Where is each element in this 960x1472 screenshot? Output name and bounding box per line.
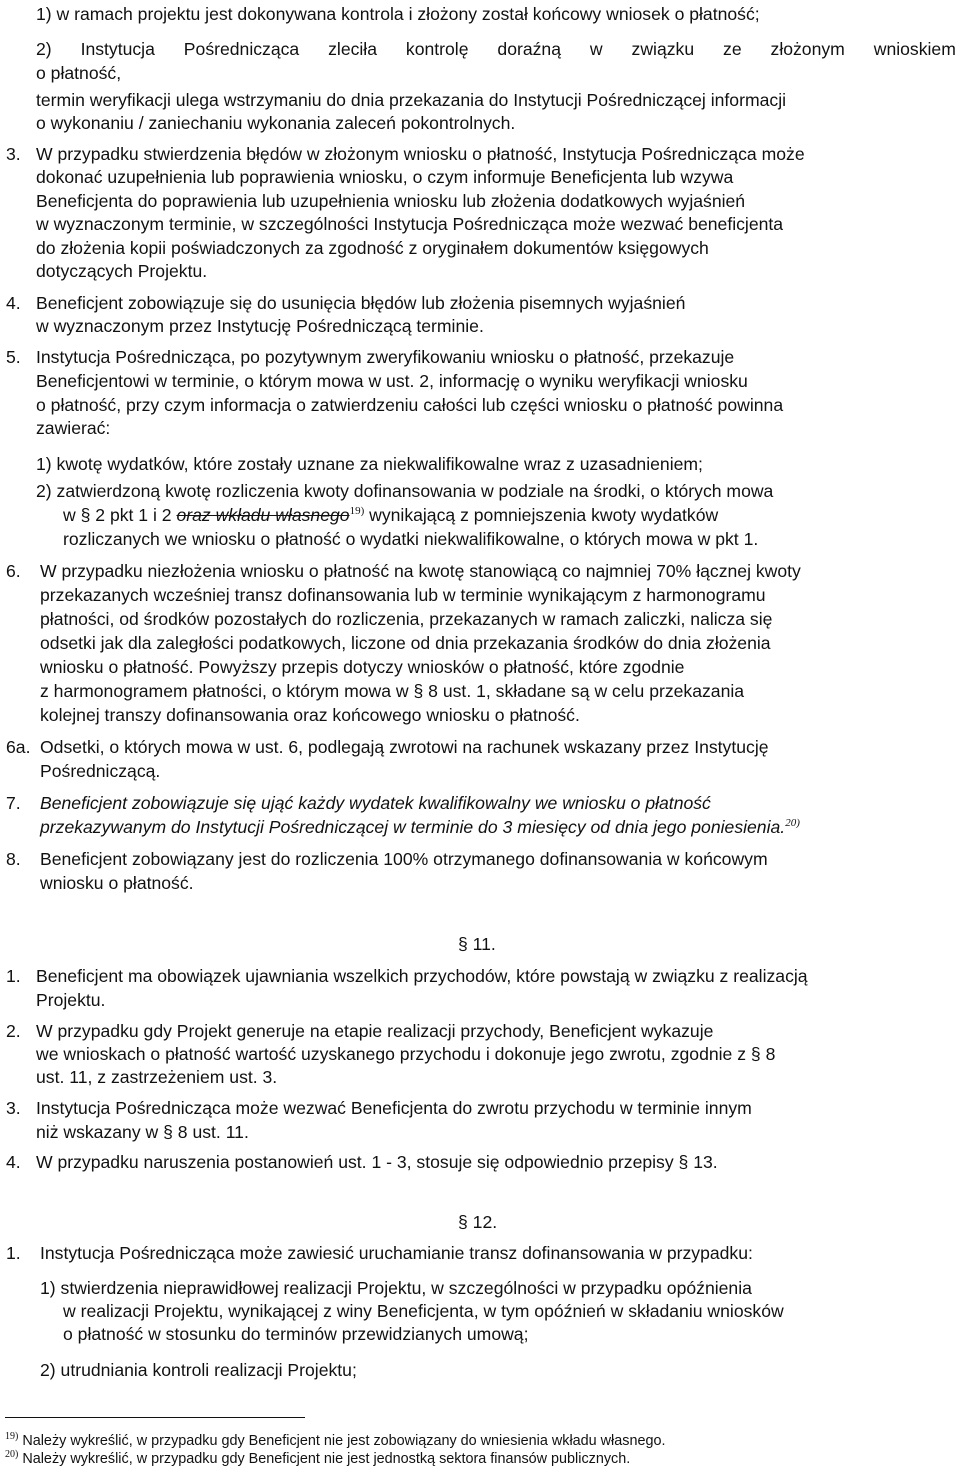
- para-5-sub-2-ref: w § 2 pkt 1 i 2: [63, 505, 172, 525]
- para-6-line: wniosku o płatność. Powyższy przepis dotyczy wniosków o płatność, które zgodnie: [40, 657, 685, 677]
- word: 2): [36, 39, 52, 59]
- para-6-last-line: kolejnej transzy dofinansowania oraz końcowego wniosku o płatność.: [40, 705, 580, 725]
- word: zleciła: [328, 39, 377, 59]
- para-7-line: Beneficjent zobowiązuje się ująć każdy wydatek kwalifikowalny we wniosku o płatność: [40, 793, 711, 813]
- para-7-text: przekazywanym do Instytucji Pośredniczącej w terminie do 3 miesięcy od dnia jego poniesienia.: [40, 817, 786, 837]
- para-5-line: Instytucja Pośrednicząca, po pozytywnym zweryfikowaniu wniosku o płatność, przekazuje: [36, 347, 735, 367]
- para-4-line: w wyznaczonym przez Instytucję Pośredniczącą terminie.: [36, 316, 484, 336]
- para-6-line: odsetki jak dla zaległości podatkowych, liczone od dnia przekazania środków do dnia złożenia: [40, 633, 771, 653]
- para-6a-line: Odsetki, o których mowa w ust. 6, podlegają zwrotowi na rachunek wskazany przez Instytucję: [40, 737, 769, 757]
- para-3-line: w wyznaczonym terminie, w szczególności Instytucja Pośrednicząca może wezwać beneficjenta: [36, 214, 784, 234]
- s12-sub-2: 2) utrudniania kontroli realizacji Projektu;: [40, 1360, 357, 1380]
- word: w: [589, 39, 603, 59]
- section-12-heading: § 12.: [458, 1212, 498, 1232]
- footnote-mark: 20): [5, 1449, 19, 1460]
- para-3-number: 3.: [6, 144, 21, 164]
- intro-item-2-line-1: [36, 38, 956, 60]
- para-5-line: o płatność, przy czym informacja o zatwierdzeniu całości lub części wniosku o płatność powinna: [36, 395, 784, 415]
- word: Instytucja: [80, 39, 155, 59]
- para-6a-number: 6a.: [6, 737, 31, 757]
- s11-para-1-number: 1.: [6, 966, 21, 986]
- para-6-line: W przypadku niezłożenia wniosku o płatność na kwotę stanowiącą co najmniej 70% łącznej kwoty: [40, 561, 801, 581]
- footnote-text: Należy wykreślić, w przypadku gdy Beneficjent nie jest jednostką sektora finansów publicznych.: [22, 1451, 631, 1467]
- para-6-number: 6.: [6, 561, 21, 581]
- footnote-20: [5, 1448, 630, 1472]
- para-8-line: wniosku o płatność.: [40, 873, 194, 893]
- s11-para-2-line: we wnioskach o płatność wartość uzyskanego przychodu i dokonuje jego zwrotu, zgodnie z § 8: [36, 1044, 776, 1064]
- word: Pośrednicząca: [183, 39, 300, 59]
- intro-item-2-line-2: o płatność,: [36, 63, 122, 83]
- s11-para-3-line: Instytucja Pośrednicząca może wezwać Beneficjenta do zwrotu przychodu w terminie innym: [36, 1098, 752, 1118]
- word: związku: [631, 39, 695, 59]
- intro-item-1: 1) w ramach projektu jest dokonywana kontrola i złożony został końcowy wniosek o płatność;: [36, 4, 760, 24]
- footnote-text: Należy wykreślić, w przypadku gdy Beneficjent nie jest zobowiązany do wniesienia wkładu własnego.: [22, 1433, 666, 1449]
- intro-after-line-1: termin weryfikacji ulega wstrzymaniu do dnia przekazania do Instytucji Pośredniczącej informacji: [36, 90, 787, 110]
- para-6-line: przekazanych wcześniej transz dofinansowania lub w terminie wynikającym z harmonogramu: [40, 585, 766, 605]
- s11-para-4-line: W przypadku naruszenia postanowień ust. 1 - 3, stosuje się odpowiednio przepisy § 13.: [36, 1152, 718, 1172]
- footnote-separator: [5, 1417, 305, 1418]
- s11-para-3-number: 3.: [6, 1098, 21, 1118]
- footnote-ref-19[interactable]: 19): [349, 505, 365, 518]
- word: doraźną: [497, 39, 561, 59]
- para-3-line: Beneficjenta do poprawienia lub uzupełnienia wniosku lub złożenia dodatkowych wyjaśnień: [36, 191, 746, 211]
- s11-para-3-line: niż wskazany w § 8 ust. 11.: [36, 1122, 249, 1142]
- para-3-line: do złożenia kopii poświadczonych za zgodność z oryginałem dokumentów księgowych: [36, 238, 709, 258]
- s11-para-4-number: 4.: [6, 1152, 21, 1172]
- s12-sub-1-line: w realizacji Projektu, wynikającej z winy Beneficjenta, w tym opóźnień w składaniu wniosków: [63, 1301, 784, 1321]
- para-6-line: z harmonogramem płatności, o którym mowa w § 8 ust. 1, składane są w celu przekazania: [40, 681, 745, 701]
- s11-para-1-line: Beneficjent ma obowiązek ujawniania wszelkich przychodów, które powstają w związku z realizacją: [36, 966, 808, 986]
- s11-para-1-line: Projektu.: [36, 990, 106, 1010]
- para-5-last-line: zawierać:: [36, 418, 111, 438]
- intro-after-line-2: o wykonaniu / zaniechaniu wykonania zaleceń pokontrolnych.: [36, 113, 516, 133]
- struck-text: oraz wkładu własnego: [176, 505, 350, 525]
- word: złożonym: [770, 39, 845, 59]
- s12-sub-1-line: o płatność w stosunku do terminów przewidzianych umową;: [63, 1324, 529, 1344]
- para-5-sub-2-line-2: [63, 504, 718, 526]
- para-3-last-line: dotyczących Projektu.: [36, 261, 208, 281]
- word: kontrolę: [405, 39, 469, 59]
- word: wnioskiem: [873, 39, 956, 59]
- word: ze: [723, 39, 742, 59]
- s11-para-2-number: 2.: [6, 1021, 21, 1041]
- footnote-mark: 19): [5, 1431, 19, 1442]
- s11-para-2-line: W przypadku gdy Projekt generuje na etapie realizacji przychody, Beneficjent wykazuje: [36, 1021, 714, 1041]
- s12-para-1-number: 1.: [6, 1243, 21, 1263]
- para-8-line: Beneficjent zobowiązany jest do rozliczenia 100% otrzymanego dofinansowania w końcowym: [40, 849, 768, 869]
- para-3-line: W przypadku stwierdzenia błędów w złożonym wniosku o płatność, Instytucja Pośrednicząca może: [36, 144, 805, 164]
- para-7-line-2: [40, 816, 800, 838]
- s12-sub-1-line: 1) stwierdzenia nieprawidłowej realizacji Projektu, w szczególności w przypadku opóźnienia: [40, 1278, 752, 1298]
- s11-para-2-line: ust. 11, z zastrzeżeniem ust. 3.: [36, 1067, 278, 1087]
- para-5-number: 5.: [6, 347, 21, 367]
- s12-para-1-line: Instytucja Pośrednicząca może zawiesić uruchamianie transz dofinansowania w przypadku:: [40, 1243, 753, 1263]
- para-8-number: 8.: [6, 849, 21, 869]
- para-4-number: 4.: [6, 293, 21, 313]
- para-4-line: Beneficjent zobowiązuje się do usunięcia błędów lub złożenia pisemnych wyjaśnień: [36, 293, 686, 313]
- para-5-sub-1: 1) kwotę wydatków, które zostały uznane za niekwalifikowalne wraz z uzasadnieniem;: [36, 454, 703, 474]
- para-5-sub-2-line-3: rozliczanych we wniosku o płatność o wydatki niekwalifikowalne, o których mowa w pkt 1.: [63, 529, 759, 549]
- section-11-heading: § 11.: [458, 934, 496, 954]
- footnote-ref-20[interactable]: 20): [785, 817, 800, 830]
- para-6a-line: Pośredniczącą.: [40, 761, 161, 781]
- para-5-line: Beneficjentowi w terminie, o którym mowa w ust. 2, informację o wyniku weryfikacji wniosku: [36, 371, 748, 391]
- para-5-sub-2-line-1: 2) zatwierdzoną kwotę rozliczenia kwoty dofinansowania w podziale na środki, o których mowa: [36, 481, 774, 501]
- para-3-line: dokonać uzupełnienia lub poprawienia wniosku, o czym informuje Beneficjenta lub wzywa: [36, 167, 734, 187]
- para-7-number: 7.: [6, 793, 21, 813]
- para-5-sub-2-rest: wynikającą z pomniejszenia kwoty wydatków: [369, 505, 719, 525]
- para-6-line: płatności, od środków pozostałych do rozliczenia, przekazanych w ramach zaliczki, nalicza się: [40, 609, 773, 629]
